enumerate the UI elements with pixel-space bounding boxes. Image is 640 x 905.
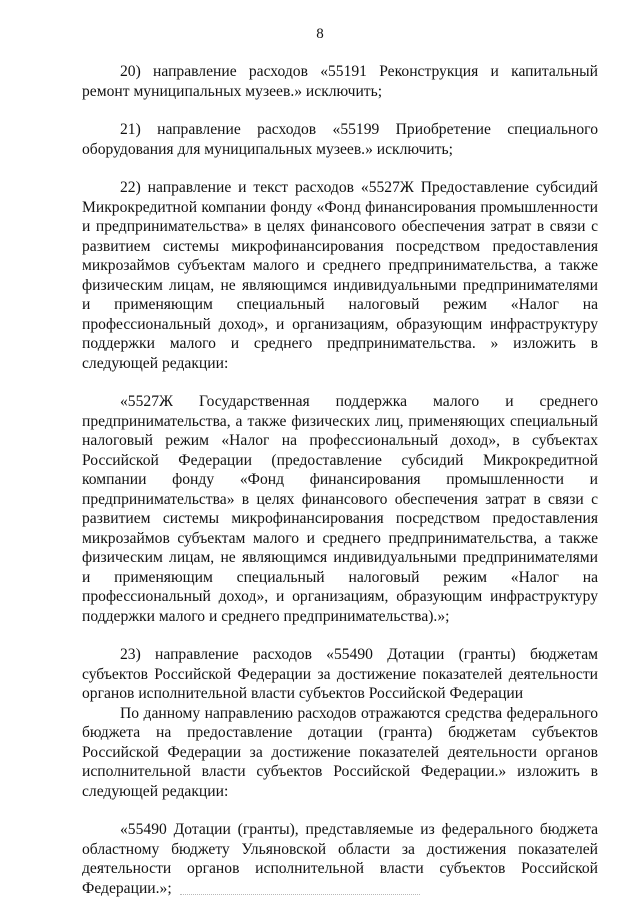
paragraph-item-23-description: По данному направлению расходов отражаются средства федерального бюджета на предоставление дотации (гранта) бюджетам субъектов Российской Федерации за достижение показателей деятельности органов исполнительной власти субъектов Российской Федерации.» изложить в следующей редакции: <box>82 704 598 800</box>
page-number: 8 <box>316 26 324 42</box>
paragraph-new-5527zh: «5527Ж Государственная поддержка малого и среднего предпринимательства, а также физических лиц, применяющих специальный налоговый режим «Налог на профессиональный доход», в субъектах Российской Федерации (предоставление субсидий Микрокредитной компании фонду «Фонд финансирования промышленности и предпринимательства» в целях финансового обеспечения затрат в связи с развитием системы микрофинансирования посредством предоставления микрозаймов субъектам малого и среднего предпринимательства, а также физическим лицам, не являющимся индивидуальными предпринимателями и применяющим специальный налоговый режим «Налог на профессиональный доход», и организациям, образующим инфраструктуру поддержки малого и среднего предпринимательства).»; <box>82 393 598 625</box>
paragraph-item-22: 22) направление и текст расходов «5527Ж Предоставление субсидий Микрокредитной компании фонду «Фонд финансирования промышленности и предпринимательства» в целях финансового обеспечения затрат в связи с развитием системы микрофинансирования посредством предоставления микрозаймов субъектам малого и среднего предпринимательства, а также физическим лицам, не являющимся индивидуальными предпринимателями и применяющим специальный налоговый режим «Налог на профессиональный доход», и организациям, образующим инфраструктуру поддержки малого и среднего предпринимательства. » изложить в следующей редакции: <box>82 179 598 372</box>
paragraph-item-21: 21) направление расходов «55199 Приобретение специального оборудования для муниципальных музеев.» исключить; <box>82 121 598 158</box>
paragraph-item-20: 20) направление расходов «55191 Реконструкция и капитальный ремонт муниципальных музеев.» исключить; <box>82 63 598 100</box>
paragraph-item-23: 23) направление расходов «55490 Дотации (гранты) бюджетам субъектов Российской Федерации за достижение показателей деятельности органов исполнительной власти субъектов Российской Федерации <box>82 646 598 702</box>
paragraph-new-55490: «55490 Дотации (гранты), представляемые из федерального бюджета областному бюджету Ульяновской области за достижения показателей деятельности органов исполнительной власти субъектов Российской Федерации.»; <box>82 821 598 897</box>
document-body <box>82 62 598 898</box>
scan-edge-mark <box>180 894 420 896</box>
